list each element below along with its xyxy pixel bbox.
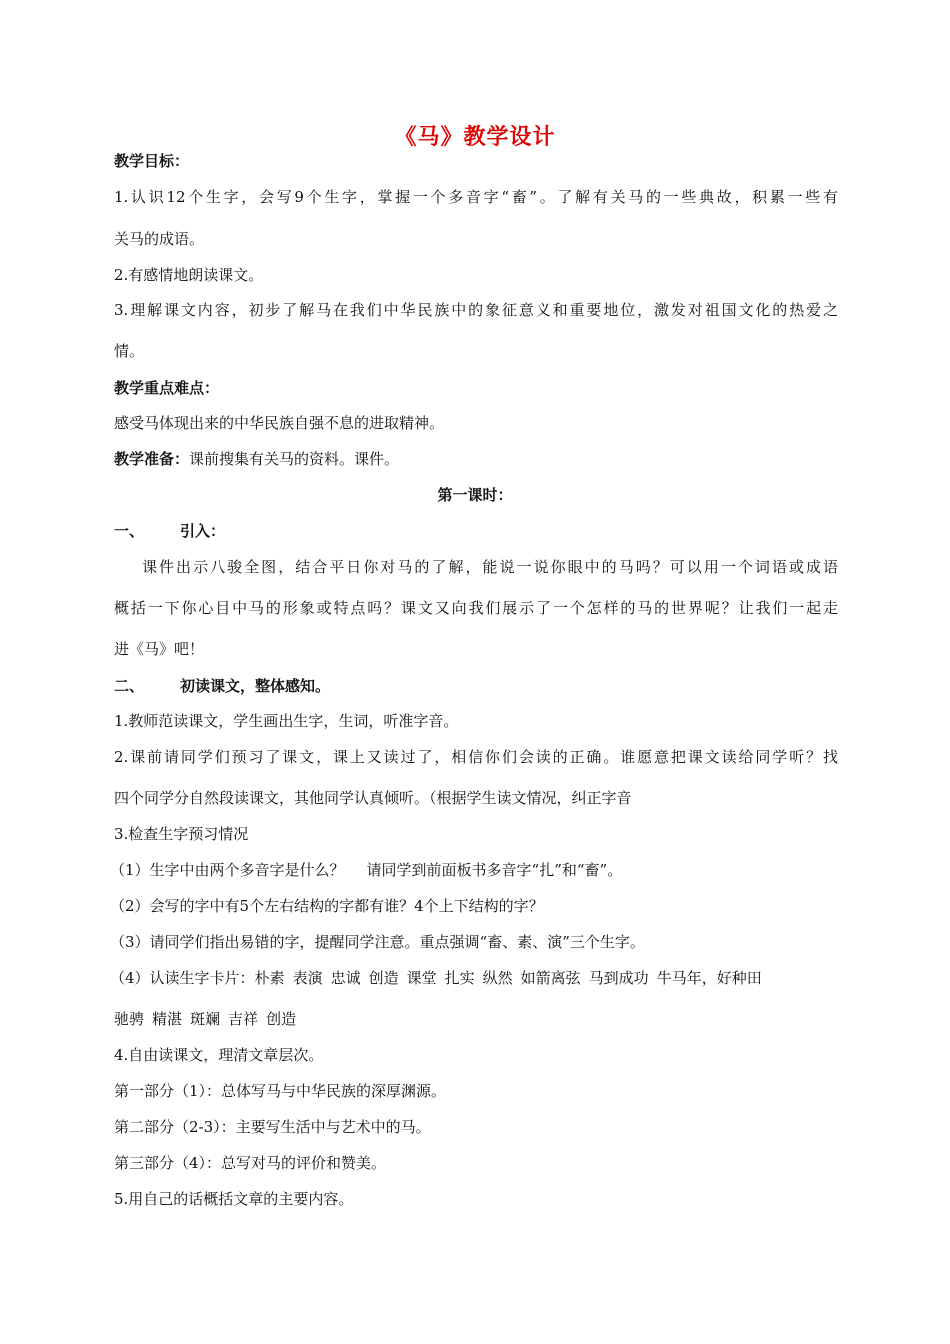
document-title: 《马》教学设计 (394, 125, 556, 150)
structure-part-1: 第一部分（1）：总体写马与中华民族的深厚渊源。 (114, 1082, 447, 1100)
structure-part-2: 第二部分（2-3）：主要写生活中与艺术中的马。 (114, 1118, 431, 1136)
vocab-word: 朴素 (254, 969, 285, 987)
vocab-word: 吉祥 (228, 1010, 259, 1028)
vocab-word: 课堂 (406, 969, 437, 987)
vocab-word: 驰骋 (114, 1010, 145, 1028)
section-1-para-line-2: 概括一下你心目中马的形象或特点吗？课文又向我们展示了一个怎样的马的世界呢？让我们一起走 (114, 599, 838, 617)
vocab-word: 精湛 (152, 1010, 183, 1028)
vocab-word: 创造 (266, 1010, 297, 1028)
section-2-heading (114, 676, 838, 696)
section-1-title: 引入： (180, 522, 226, 540)
vocab-word: 斑斓 (190, 1010, 221, 1028)
vocab-word: 扎实 (444, 969, 475, 987)
question-1-part-b: 请同学到前面板书多音字“扎”和“畜”。 (366, 861, 623, 879)
question-4-label: （4）认读生字卡片： (110, 969, 255, 987)
section-2-title: 初读课文，整体感知。 (180, 677, 331, 695)
step-3: 3.检查生字预习情况 (114, 825, 249, 843)
step-4: 4.自由读课文，理清文章层次。 (114, 1046, 324, 1064)
step-2-line-2: 四个同学分自然段读课文，其他同学认真倾听。（根据学生读文情况，纠正字音 (114, 789, 632, 807)
vocab-word: 忠诚 (330, 969, 361, 987)
section-1-number: 一、 (114, 522, 145, 540)
preparation-label: 教学准备： (114, 450, 190, 468)
vocab-word: 如箭离弦 (520, 969, 581, 987)
structure-part-3: 第三部分（4）：总写对马的评价和赞美。 (114, 1154, 387, 1172)
preparation-text: 课前搜集有关马的资料。课件。 (189, 450, 400, 468)
question-4-line-1 (110, 968, 834, 988)
preparation (114, 449, 838, 469)
step-1: 1.教师范读课文，学生画出生字，生词，听准字音。 (114, 712, 459, 730)
question-1 (110, 860, 834, 880)
lesson-heading: 第一课时： (437, 486, 513, 504)
key-points-heading: 教学重点难点： (114, 379, 220, 397)
objectives-heading: 教学目标： (114, 152, 190, 170)
objective-2: 2.有感情地朗读课文。 (114, 266, 264, 284)
step-2-line-1: 2.课前请同学们预习了课文，课上又读过了，相信你们会读的正确。谁愿意把课文读给同学听？找 (114, 748, 838, 766)
question-1-part-a: （1）生字中由两个多音字是什么？ (110, 861, 345, 879)
section-1-heading (114, 521, 838, 541)
vocab-word: 创造 (368, 969, 399, 987)
vocab-word: 纵然 (482, 969, 513, 987)
question-2: （2）会写的字中有5个左右结构的字都有谁？4个上下结构的字？ (110, 897, 544, 915)
step-5: 5.用自己的话概括文章的主要内容。 (114, 1190, 354, 1208)
question-3: （3）请同学们指出易错的字，提醒同学注意。重点强调“畜、素、演”三个生字。 (110, 933, 645, 951)
objective-3-line-1: 3.理解课文内容，初步了解马在我们中华民族中的象征意义和重要地位，激发对祖国文化的热爱之 (114, 301, 838, 319)
question-4-line-2 (114, 1009, 838, 1029)
key-points-text: 感受马体现出来的中华民族自强不息的进取精神。 (114, 414, 445, 432)
section-2-number: 二、 (114, 677, 145, 695)
vocab-word: 表演 (292, 969, 323, 987)
vocab-word: 牛马年，好种田 (656, 969, 762, 987)
section-1-para-line-3: 进《马》吧！ (114, 640, 205, 658)
vocab-word: 马到成功 (588, 969, 649, 987)
objective-1-line-1: 1.认识12个生字，会写9个生字，掌握一个多音字“畜”。了解有关马的一些典故，积累一些有 (114, 188, 838, 206)
section-1-para-line-1: 课件出示八骏全图，结合平日你对马的了解，能说一说你眼中的马吗？可以用一个词语或成语 (142, 558, 838, 576)
objective-1-line-2: 关马的成语。 (114, 230, 205, 248)
objective-3-line-2: 情。 (114, 342, 145, 360)
